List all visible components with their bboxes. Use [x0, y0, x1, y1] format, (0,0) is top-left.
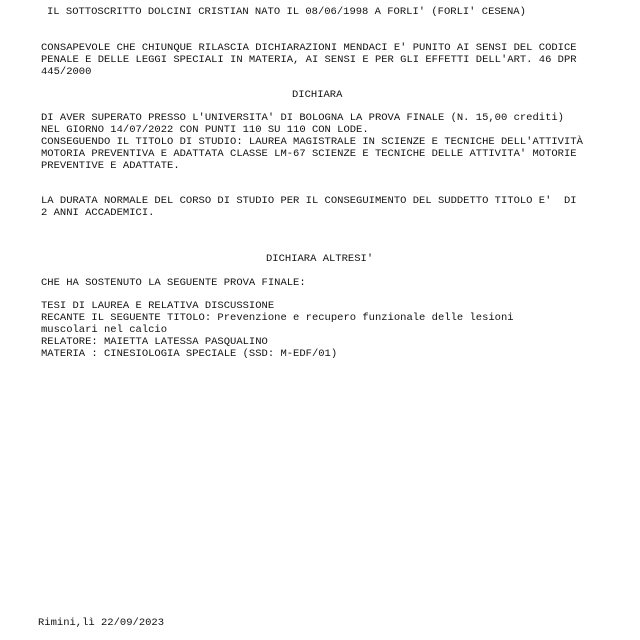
final-exam-intro: CHE HA SOSTENUTO LA SEGUENTE PROVA FINALE: — [41, 277, 306, 289]
declares-line: MOTORIA PREVENTIVA E ADATTATA CLASSE LM-67 SCIENZE E TECNICHE DELLE ATTIVITA' MOTORIE — [41, 148, 577, 160]
thesis-line: TESI DI LAUREA E RELATIVA DISCUSSIONE — [41, 300, 275, 312]
awareness-line: 445/2000 — [41, 66, 92, 78]
declares-line: CONSEGUENDO IL TITOLO DI STUDIO: LAUREA MAGISTRALE IN SCIENZE E TECNICHE DELL'ATTIVITÀ — [41, 136, 583, 148]
declares-paragraph — [41, 112, 601, 172]
duration-line: LA DURATA NORMALE DEL CORSO DI STUDIO PER IL CONSEGUIMENTO DEL SUDDETTO TITOLO E' DI — [41, 195, 577, 207]
declarant-header: IL SOTTOSCRITTO DOLCINI CRISTIAN NATO IL 08/06/1998 A FORLI' (FORLI' CESENA) — [47, 6, 526, 18]
awareness-line: PENALE E DELLE LEGGI SPECIALI IN MATERIA, AI SENSI E PER GLI EFFETTI DELL'ART. 46 DPR — [41, 54, 577, 66]
declares-heading: DICHIARA — [292, 89, 343, 101]
duration-paragraph — [41, 195, 601, 219]
subject-line: MATERIA : CINESIOLOGIA SPECIALE (SSD: M-EDF/01) — [41, 348, 338, 360]
awareness-line: CONSAPEVOLE CHE CHIUNQUE RILASCIA DICHIARAZIONI MENDACI E' PUNITO AI SENSI DEL CODICE — [41, 42, 577, 54]
supervisor-line: RELATORE: MAIETTA LATESSA PASQUALINO — [41, 336, 268, 348]
thesis-title-line: muscolari nel calcio — [41, 324, 168, 336]
place-date: Rimini,lì 22/09/2023 — [38, 617, 165, 629]
thesis-title-line: RECANTE IL SEGUENTE TITOLO: Prevenzione e recupero funzionale delle lesioni — [41, 312, 514, 324]
declares-line: DI AVER SUPERATO PRESSO L'UNIVERSITA' DI BOLOGNA LA PROVA FINALE (N. 15,00 crediti) — [41, 112, 564, 124]
declares-also-heading: DICHIARA ALTRESI' — [266, 253, 374, 265]
declares-line: PREVENTIVE E ADATTATE. — [41, 160, 180, 172]
awareness-paragraph — [41, 42, 601, 78]
declares-line: NEL GIORNO 14/07/2022 CON PUNTI 110 SU 110 CON LODE. — [41, 124, 369, 136]
thesis-details — [41, 300, 601, 360]
duration-line: 2 ANNI ACCADEMICI. — [41, 207, 155, 219]
